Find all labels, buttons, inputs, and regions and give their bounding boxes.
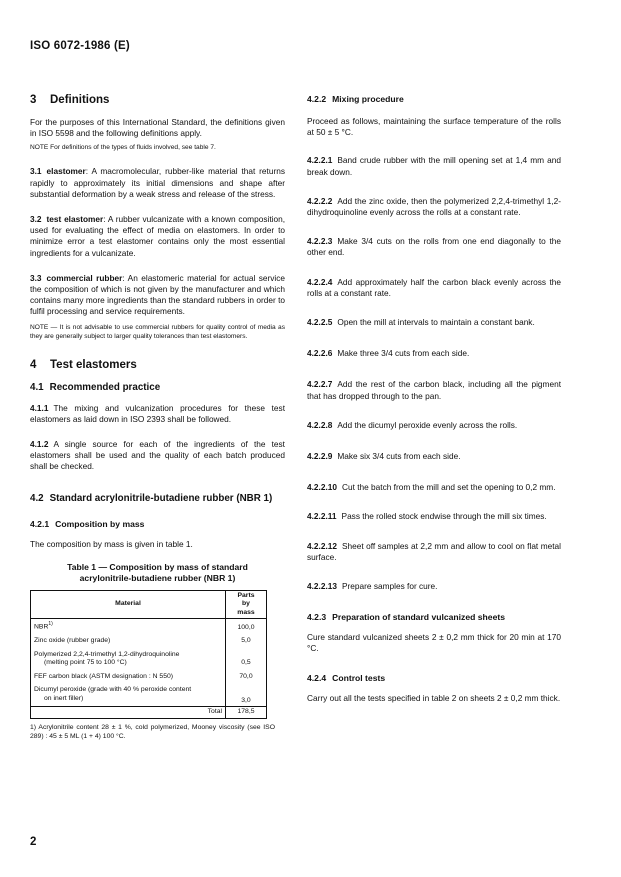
parts-cell: 0,5 [226,647,267,669]
section-3-intro: For the purposes of this International Standard, the definitions given in ISO 5598 and the following definitions apply. [30,117,285,139]
material-name: Zinc oxide (rubber grade) [34,637,111,645]
subsection-title: Control tests [332,672,386,683]
material-column-header: Material [31,590,226,619]
step-text: Add the rest of the carbon black, including all the pigment that has dropped through to the pan. [307,379,561,401]
header-line: Parts [237,591,255,599]
step-4-2-2-4 [307,277,561,299]
step-4-2-2-1 [307,155,561,177]
subsection-4-2-4-heading [307,673,561,683]
section-title: Test elastomers [50,358,137,371]
paragraph-text: A single source for each of the ingredients of the test elastomers shall be used and the quality of each batch produced shall be checked. [30,439,285,472]
step-number: 4.2.2.2 [307,195,333,206]
step-4-2-2-3 [307,236,561,258]
left-column [30,94,285,741]
section-number: 3 [30,94,37,106]
material-cell [31,647,226,669]
material-name-cont: on inert filler) [44,694,84,702]
step-number: 4.2.2.5 [307,317,333,328]
material-name-cont: (melting point 75 to 100 °C) [44,659,127,667]
step-text: Add the zinc oxide, then the polymerized 2,2,4-trimethyl 1,2-dihydroquinoline evenly across the rolls at a constant rate. [307,195,561,218]
page-number: 2 [30,836,37,848]
parts-column-header [226,590,267,619]
step-4-2-2-12 [307,541,561,563]
step-text: Open the mill at intervals to maintain a constant bank. [337,317,535,328]
step-number: 4.2.2.10 [307,482,337,493]
step-text: Make three 3/4 cuts from each side. [337,348,470,359]
step-number: 4.2.2.9 [307,451,333,462]
paragraph-4-2-4: Carry out all the tests specified in table 2 on sheets 2 ± 0,2 mm thick. [307,692,561,703]
definition-term: test elastomer [46,214,104,225]
header-line: by [242,600,250,608]
subsection-number: 4.2.2 [307,94,327,104]
step-text: Make six 3/4 cuts from each side. [337,451,461,462]
document-header: ISO 6072-1986 (E) [30,40,130,52]
table-row [31,682,267,707]
step-text: Make 3/4 cuts on the rolls from one end diagonally to the other end. [307,236,561,258]
step-text: Cut the batch from the mill and set the opening to 0,2 mm. [342,482,556,493]
subsection-4-1-heading [30,382,285,393]
step-number: 4.2.2.3 [307,236,333,247]
step-4-2-2-5 [307,317,561,328]
table-total-row [31,707,267,719]
step-number: 4.2.2.12 [307,540,337,551]
subsection-title: Composition by mass [55,518,145,529]
step-4-2-2-10 [307,482,561,493]
paragraph-4-1-1 [30,403,285,425]
subsection-4-2-heading [30,493,285,505]
definition-text: : An elastomeric material for actual service the composition of which is not given by the manufacturer and which contains many more ingredients than the standard rubbers in order to fulfil processing and service requirements. [30,272,285,317]
step-number: 4.2.2.7 [307,379,333,390]
material-name: NBR [34,623,49,631]
paragraph-4-1-2 [30,439,285,473]
material-name: Dicumyl peroxide (grade with 40 % peroxide content [34,686,192,694]
paragraph-4-2-2: Proceed as follows, maintaining the surface temperature of the rolls at 50 ± 5 °C. [307,116,561,138]
definition-term: commercial rubber [46,272,123,283]
definition-3-3 [30,273,285,318]
definition-3-1 [30,166,285,200]
step-text: Add the dicumyl peroxide evenly across the rolls. [337,419,518,430]
paragraph-text: The mixing and vulcanization procedures for these test elastomers as laid down in ISO 2393 shall be followed. [30,402,285,424]
subsection-title: Recommended practice [49,381,161,393]
subsection-4-2-1-heading [30,519,285,529]
step-4-2-2-9 [307,451,561,462]
step-text: Band crude rubber with the mill opening set at 1,4 mm and break down. [307,155,561,177]
table-row [31,669,267,683]
header-line: mass [237,608,255,616]
table-row [31,647,267,669]
step-text: Prepare samples for cure. [342,581,438,592]
step-text: Add approximately half the carbon black evenly across the rolls at a constant rate. [307,276,561,298]
paragraph-4-2-3: Cure standard vulcanized sheets 2 ± 0,2 mm thick for 20 min at 170 °C. [307,632,561,654]
table-1-caption [30,562,285,584]
paragraph-4-2-1: The composition by mass is given in table 1. [30,538,193,549]
step-number: 4.2.2.6 [307,348,333,359]
section-title: Definitions [50,94,110,106]
footnote-ref: 1) [48,621,53,628]
paragraph-number: 4.1.2 [30,439,49,450]
subsection-title: Mixing procedure [332,94,404,104]
definition-number: 3.1 [30,166,42,177]
paragraph-number: 4.1.1 [30,402,49,413]
section-number: 4 [30,358,37,371]
table-caption-line: acrylonitrile-butadiene rubber (NBR 1) [79,572,236,583]
subsection-number: 4.2.1 [30,518,50,529]
step-4-2-2-11 [307,511,561,522]
table-row [31,619,267,633]
step-4-2-2-8 [307,420,561,431]
definition-text: : A macromolecular, rubber-like material that returns rapidly to approximately its initial dimensions and shape after substantial deformation by a weak stress and release of the stress. [30,166,285,199]
section-3-heading [30,94,285,106]
material-name: Polymerized 2,2,4-trimethyl 1,2-dihydroquinoline [34,650,180,658]
definition-number: 3.3 [30,272,42,283]
material-cell [31,633,226,647]
step-4-2-2-13 [307,581,561,592]
table-footnote: 1) Acrylonitrile content 28 ± 1 %, cold polymerized, Mooney viscosity (see ISO 289) : 45 ± 5 ML (1 + 4) 100 °C. [30,723,275,740]
parts-cell: 100,0 [226,619,267,633]
step-4-2-2-7 [307,379,561,401]
definition-number: 3.2 [30,214,42,225]
subsection-number: 4.2 [30,492,44,504]
material-cell [31,619,226,633]
step-number: 4.2.2.11 [307,511,337,522]
material-cell [31,682,226,707]
subsection-title: Standard acrylonitrile-butadiene rubber (NBR 1) [49,492,273,504]
step-4-2-2-2 [307,196,561,218]
step-number: 4.2.2.13 [307,581,337,592]
step-text: Pass the rolled stock endwise through the mill six times. [341,511,547,522]
definition-text: : A rubber vulcanizate with a known composition, used for evaluating the effect of media on elastomers. In order to minimize error a test elastomer contains only the most essential ingredients for a vulcanizate. [30,214,286,258]
subsection-number: 4.2.3 [307,612,327,623]
table-row [31,633,267,647]
right-column [307,94,561,714]
material-name: FEF carbon black (ASTM designation : N 550) [34,672,174,680]
section-3-note-2: NOTE — It is not advisable to use commercial rubbers for quality control of media as they are generally subject to larger quality tolerances than test elastomers. [30,323,285,340]
step-number: 4.2.2.8 [307,419,333,430]
table-caption-line: Table 1 — Composition by mass of standard [67,561,248,572]
subsection-4-2-2-heading [307,94,561,104]
subsection-title: Preparation of standard vulcanized sheets [332,612,506,623]
subsection-number: 4.2.4 [307,672,327,683]
composition-table [30,590,267,719]
section-3-note: NOTE For definitions of the types of fluids involved, see table 7. [30,144,216,152]
parts-cell: 70,0 [226,669,267,683]
definition-term: elastomer [46,166,86,177]
section-4-heading [30,359,285,371]
step-4-2-2-6 [307,348,561,359]
subsection-4-2-3-heading [307,612,561,622]
total-value: 178,5 [226,707,267,719]
parts-cell: 3,0 [226,682,267,707]
subsection-number: 4.1 [30,381,44,393]
total-label: Total [31,707,226,719]
step-number: 4.2.2.4 [307,276,333,287]
table-header-row [31,590,267,619]
step-number: 4.2.2.1 [307,155,333,166]
definition-3-2 [30,214,285,259]
parts-cell: 5,0 [226,633,267,647]
material-cell [31,669,226,683]
step-text: Sheet off samples at 2,2 mm and allow to cool on flat metal surface. [307,540,561,562]
